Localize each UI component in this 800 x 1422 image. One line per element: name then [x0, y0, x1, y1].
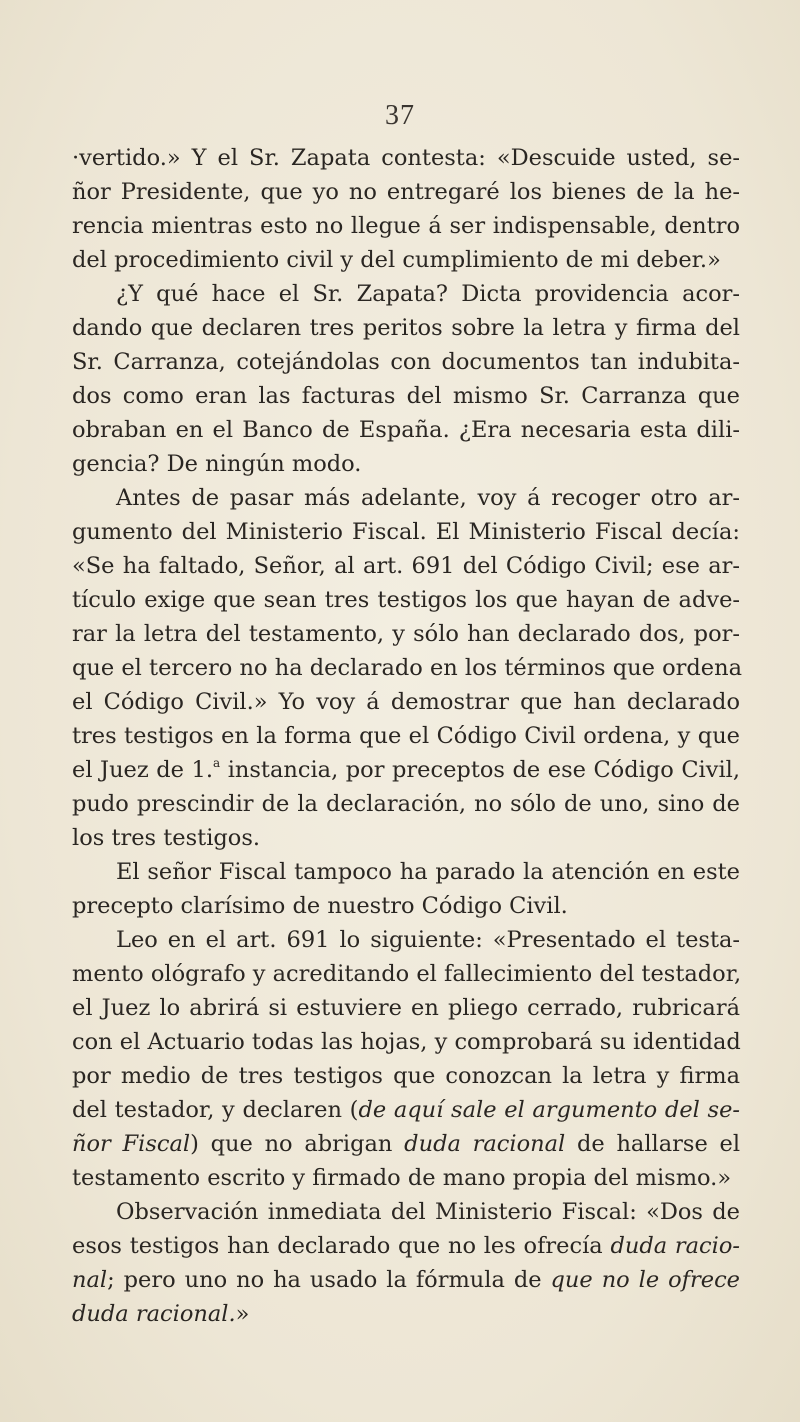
text-line: Observación inmediata del Ministerio Fiscal: «Dos de	[116, 1199, 740, 1225]
text-line: ñor Presidente, que yo no entregaré los bienes de la he-	[72, 179, 740, 205]
text-line: El señor Fiscal tampoco ha parado la atención en este	[116, 859, 740, 885]
text-line: tículo exige que sean tres testigos los que hayan de adve-	[72, 587, 740, 613]
text-line: ¿Y qué hace el Sr. Zapata? Dicta providencia acor-	[116, 281, 740, 307]
text-line: duda racional.»	[72, 1301, 250, 1327]
text-line: dando que declaren tres peritos sobre la letra y firma del	[72, 315, 740, 341]
text-line: Antes de pasar más adelante, voy á recoger otro ar-	[116, 485, 740, 511]
text-line: con el Actuario todas las hojas, y comprobará su identidad	[72, 1029, 741, 1055]
text-line: Sr. Carranza, cotejándolas con documentos tan indubita-	[72, 349, 740, 375]
text-line: dos como eran las facturas del mismo Sr. Carranza que	[72, 383, 740, 409]
text-line: el Juez lo abrirá si estuviere en pliego cerrado, rubricará	[72, 995, 740, 1021]
text-line: pudo prescindir de la declaración, no sólo de uno, sino de	[72, 791, 740, 817]
body-text	[72, 141, 743, 1331]
text-line: esos testigos han declarado que no les ofrecía duda racio-	[72, 1233, 741, 1259]
text-line: rencia mientras esto no llegue á ser indispensable, dentro	[72, 213, 740, 239]
text-line: mento ológrafo y acreditando el fallecimiento del testador,	[72, 961, 742, 987]
text-line: testamento escrito y firmado de mano propia del mismo.»	[72, 1165, 732, 1191]
text-line: del testador, y declaren (de aquí sale el argumento del se-	[72, 1097, 741, 1123]
text-line: ·vertido.» Y el Sr. Zapata contesta: «Descuide usted, se-	[72, 145, 740, 171]
text-line: rar la letra del testamento, y sólo han declarado dos, por-	[72, 621, 740, 647]
text-line: obraban en el Banco de España. ¿Era necesaria esta dili-	[72, 417, 740, 443]
text-line: el Juez de 1.$^a$ instancia, por preceptos de ese Código Civil,	[72, 756, 740, 783]
text-line: tres testigos en la forma que el Código Civil ordena, y que	[72, 723, 740, 749]
text-line: nal; pero uno no ha usado la fórmula de que no le ofrece	[72, 1267, 740, 1293]
text-line: del procedimiento civil y del cumplimiento de mi deber.»	[72, 247, 721, 273]
text-line: los tres testigos.	[72, 825, 261, 851]
text-line: gencia? De ningún modo.	[72, 451, 362, 477]
text-line: precepto clarísimo de nuestro Código Civil.	[72, 893, 568, 919]
text-line: «Se ha faltado, Señor, al art. 691 del Código Civil; ese ar-	[72, 553, 740, 579]
text-line: que el tercero no ha declarado en los términos que ordena	[72, 655, 743, 681]
text-line: por medio de tres testigos que conozcan la letra y firma	[72, 1063, 740, 1089]
text-line: ñor Fiscal) que no abrigan duda racional de hallarse el	[72, 1131, 741, 1157]
text-line: Leo en el art. 691 lo siguiente: «Presentado el testa-	[116, 927, 740, 953]
text-line: gumento del Ministerio Fiscal. El Ministerio Fiscal decía:	[72, 519, 740, 545]
text-line: el Código Civil.» Yo voy á demostrar que han declarado	[72, 689, 740, 715]
page-number: 37	[385, 100, 415, 131]
